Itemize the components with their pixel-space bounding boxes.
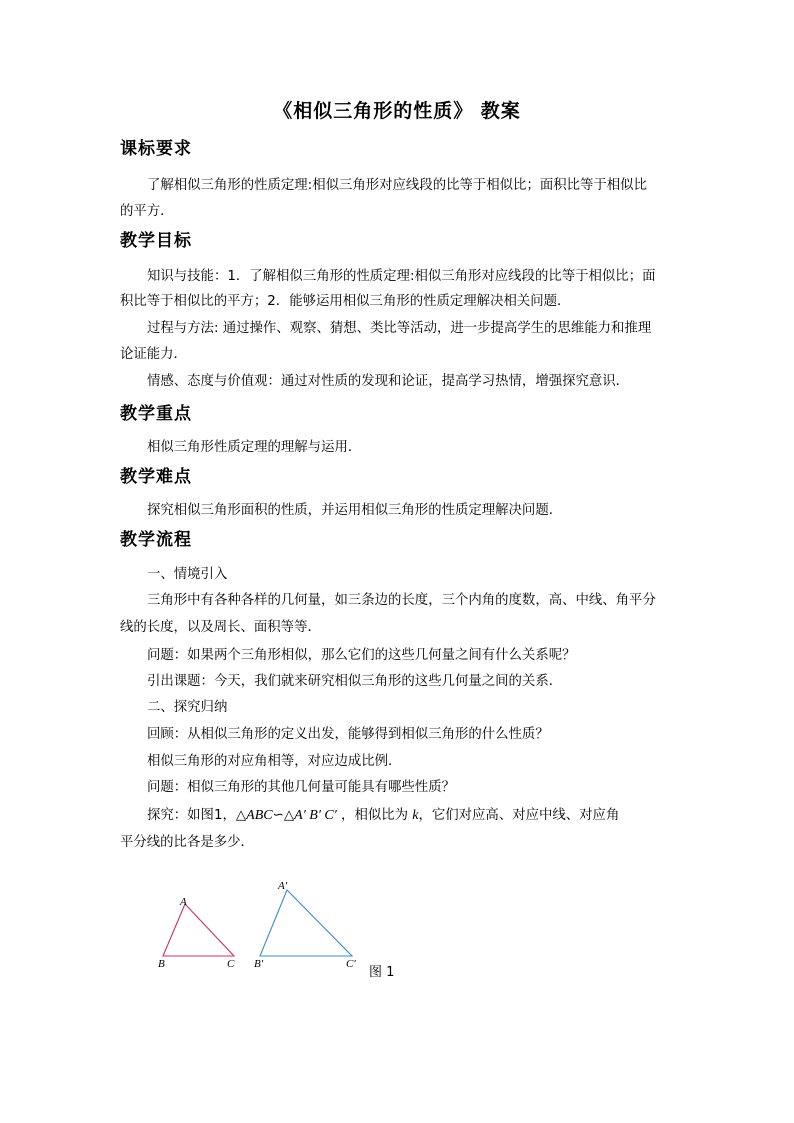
- explore-suffix: ，它们对应高、对应中线、对应角: [418, 808, 620, 823]
- paragraph-curriculum-line1: 了解相似三角形的性质定理:相似三角形对应线段的比等于相似比；面积比等于相似比: [147, 178, 647, 193]
- label-b-prime: B′: [254, 958, 264, 970]
- page-title: 《相似三角形的性质》 教案: [273, 100, 521, 122]
- label-c-prime: C′: [346, 958, 356, 970]
- ratio-k: k: [412, 808, 419, 823]
- paragraph-process-line2: 论证能力．: [120, 347, 187, 362]
- paragraph-intro-heading: 一、情境引入: [147, 567, 228, 582]
- paragraph-quantities-line1: 三角形中有各种各样的几何量，如三条边的长度，三个内角的度数，高、中线、角平分: [147, 593, 656, 608]
- ratio-text: ，相似比为: [336, 808, 413, 823]
- paragraph-key-points: 相似三角形性质定理的理解与运用．: [147, 440, 362, 455]
- similar-symbol: ∽△: [272, 808, 295, 823]
- paragraph-explore-heading: 二、探究归纳: [147, 700, 228, 715]
- paragraph-explore-line1: [147, 806, 619, 826]
- paragraph-question: 问题：如果两个三角形相似，那么它们的这些几何量之间有什么关系呢？: [147, 648, 576, 663]
- heading-key-points: 教学重点: [120, 404, 192, 424]
- label-b: B: [158, 958, 165, 970]
- paragraph-topic: 引出课题：今天，我们就来研究相似三角形的这些几何量之间的关系．: [147, 674, 563, 689]
- triangle-a2b2c2: [260, 890, 352, 956]
- paragraph-process-line1: 过程与方法: 通过操作、观察、猜想、类比等活动，进一步提高学生的思维能力和推理: [147, 321, 652, 336]
- paragraph-question2: 问题：相似三角形的其他几何量可能具有哪些性质？: [147, 780, 455, 795]
- triangle-a2b2c2-label: A′ B′ C′: [294, 808, 337, 823]
- paragraph-corresponding: 相似三角形的对应角相等，对应边成比例．: [147, 754, 402, 769]
- paragraph-quantities-line2: 线的长度，以及周长、面积等等．: [120, 620, 321, 635]
- triangle-abc-label: ABC: [246, 808, 273, 823]
- paragraph-curriculum-line2: 的平方．: [120, 204, 174, 219]
- explore-prefix: 探究：如图1，△: [147, 808, 247, 823]
- paragraph-review: 回顾：从相似三角形的定义出发，能够得到相似三角形的什么性质？: [147, 727, 549, 742]
- heading-process: 教学流程: [120, 530, 192, 550]
- heading-curriculum: 课标要求: [120, 139, 192, 159]
- paragraph-attitude: 情感、态度与价值观：通过对性质的发现和论证，提高学习热情，增强探究意识．: [147, 374, 630, 389]
- heading-objectives: 教学目标: [120, 231, 192, 251]
- label-a: A: [180, 896, 187, 908]
- paragraph-knowledge-line1: 知识与技能：1．了解相似三角形的性质定理:相似三角形对应线段的比等于相似比；面: [147, 269, 656, 284]
- figure-caption: 图 1: [369, 965, 395, 980]
- triangle-abc: [163, 904, 234, 956]
- paragraph-explore-line2: 平分线的比各是多少．: [120, 835, 254, 850]
- paragraph-difficulties: 探究相似三角形面积的性质，并运用相似三角形的性质定理解决问题．: [147, 503, 563, 518]
- paragraph-knowledge-line2: 积比等于相似比的平方；2．能够运用相似三角形的性质定理解决相关问题．: [120, 294, 571, 309]
- label-a-prime: A′: [278, 880, 288, 892]
- label-c: C: [227, 958, 235, 970]
- heading-difficulties: 教学难点: [120, 467, 192, 487]
